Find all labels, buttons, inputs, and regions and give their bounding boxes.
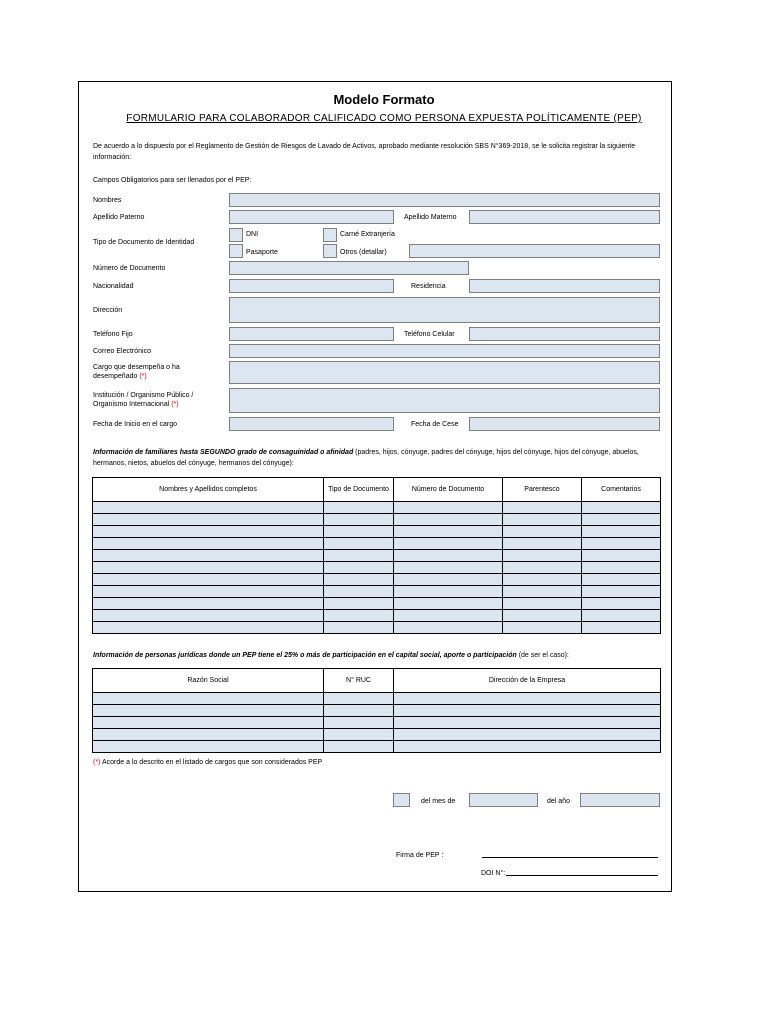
table-cell[interactable] (93, 705, 324, 717)
juridicas-rows (93, 693, 661, 753)
label-apellido-paterno: Apellido Paterno (93, 214, 145, 221)
table-cell[interactable] (503, 538, 582, 550)
table-cell[interactable] (582, 586, 661, 598)
label-cargo-line2: desempeñado (93, 373, 138, 380)
nombres-input[interactable] (229, 193, 660, 207)
table-cell[interactable] (394, 538, 503, 550)
label-tipo-documento: Tipo de Documento de Identidad (93, 239, 195, 246)
table-cell[interactable] (324, 538, 394, 550)
table-cell[interactable] (503, 502, 582, 514)
table-cell[interactable] (324, 598, 394, 610)
correo-input[interactable] (229, 344, 660, 358)
table-cell[interactable] (93, 610, 324, 622)
juridicas-header-direccion: Dirección de la Empresa (394, 669, 661, 693)
label-residencia: Residencia (411, 283, 446, 290)
table-cell[interactable] (503, 562, 582, 574)
familiares-rows (93, 502, 661, 634)
table-cell[interactable] (394, 622, 503, 634)
table-cell[interactable] (503, 514, 582, 526)
juridicas-table (92, 668, 661, 753)
label-fecha-cese: Fecha de Cese (411, 421, 459, 428)
table-cell[interactable] (324, 574, 394, 586)
page-title: Modelo Formato (333, 92, 435, 107)
apellido-paterno-input[interactable] (229, 210, 394, 224)
table-cell[interactable] (394, 514, 503, 526)
table-cell[interactable] (394, 574, 503, 586)
footnote (93, 758, 322, 767)
table-cell[interactable] (503, 610, 582, 622)
label-apellido-materno: Apellido Materno (404, 214, 457, 221)
label-dni: DNI (246, 231, 259, 238)
fecha-inicio-input[interactable] (229, 417, 394, 431)
juridicas-note (93, 650, 660, 661)
table-cell[interactable] (93, 574, 324, 586)
table-cell[interactable] (394, 741, 661, 753)
label-correo: Correo Electrónico (93, 348, 151, 355)
institucion-input[interactable] (229, 388, 660, 413)
familiares-header-numero: Número de Documento (394, 478, 503, 502)
table-row (93, 538, 661, 550)
table-cell[interactable] (582, 610, 661, 622)
table-cell[interactable] (93, 550, 324, 562)
label-del-mes-de: del mes de (421, 798, 456, 805)
familiares-table (92, 477, 661, 634)
table-row (93, 586, 661, 598)
table-cell[interactable] (93, 622, 324, 634)
table-cell[interactable] (582, 598, 661, 610)
table-row (93, 574, 661, 586)
table-cell[interactable] (324, 514, 394, 526)
table-row (93, 526, 661, 538)
familiares-note (93, 447, 660, 469)
direccion-input[interactable] (229, 297, 660, 323)
label-pasaporte: Pasaporte (246, 249, 278, 256)
label-cargo (93, 363, 180, 381)
table-cell[interactable] (93, 729, 324, 741)
familiares-note-emphasis: Información de familiares hasta SEGUNDO grado de consaguinidad o afinidad (93, 449, 354, 456)
anio-input[interactable] (580, 793, 660, 807)
doi-line[interactable] (506, 875, 658, 876)
label-telefono-fijo: Teléfono Fijo (93, 331, 133, 338)
table-row (93, 514, 661, 526)
table-cell[interactable] (394, 550, 503, 562)
otros-detalle-input[interactable] (409, 244, 660, 258)
table-cell[interactable] (324, 693, 394, 705)
table-cell[interactable] (324, 705, 394, 717)
familiares-note-detail: (padres, hijos, cónyuge, padres del cónyuge, hijos del cónyuge, hijos del cónyuge, abuelos, hermanos, nietos, abuelos del cónyuge, hermanos del cónyuge): (93, 449, 639, 467)
telefono-fijo-input[interactable] (229, 327, 394, 341)
label-numero-documento: Número de Documento (93, 265, 166, 272)
familiares-header-nombres: Nombres y Apellidos completos (93, 478, 324, 502)
pasaporte-checkbox[interactable] (229, 244, 243, 258)
table-cell[interactable] (324, 622, 394, 634)
fecha-cese-input[interactable] (469, 417, 660, 431)
table-cell[interactable] (503, 598, 582, 610)
table-cell[interactable] (582, 538, 661, 550)
juridicas-header-razon-social: Razón Social (93, 669, 324, 693)
cargo-input[interactable] (229, 361, 660, 384)
label-firma: Firma de PEP : (396, 852, 444, 859)
table-cell[interactable] (324, 729, 394, 741)
table-cell[interactable] (582, 526, 661, 538)
dia-input[interactable] (393, 793, 410, 807)
table-cell[interactable] (394, 610, 503, 622)
table-row (93, 562, 661, 574)
residencia-input[interactable] (469, 279, 660, 293)
table-cell[interactable] (394, 717, 661, 729)
table-cell[interactable] (582, 550, 661, 562)
table-row (93, 622, 661, 634)
label-nacionalidad: Nacionalidad (93, 283, 134, 290)
table-row (93, 598, 661, 610)
table-cell[interactable] (582, 574, 661, 586)
table-cell[interactable] (324, 610, 394, 622)
table-cell[interactable] (324, 741, 394, 753)
required-asterisk: (*) (171, 401, 179, 408)
apellido-materno-input[interactable] (469, 210, 660, 224)
table-cell[interactable] (503, 526, 582, 538)
table-cell[interactable] (324, 586, 394, 598)
juridicas-note-emphasis: Información de personas jurídicas donde un PEP tiene el 25% o más de participación en el capital social, aporte o participación (93, 652, 517, 659)
form-subtitle: FORMULARIO PARA COLABORADOR CALIFICADO COMO PERSONA EXPUESTA POLÍTICAMENTE (PEP) (126, 113, 642, 124)
label-doi: DOI N°: (481, 870, 506, 877)
label-institucion-line1: Institución / Organismo Público / (93, 392, 194, 399)
table-cell[interactable] (93, 586, 324, 598)
table-cell[interactable] (503, 550, 582, 562)
table-row (93, 717, 661, 729)
table-cell[interactable] (582, 622, 661, 634)
table-cell[interactable] (93, 693, 324, 705)
table-cell[interactable] (394, 526, 503, 538)
table-row (93, 610, 661, 622)
table-cell[interactable] (394, 729, 661, 741)
table-cell[interactable] (324, 502, 394, 514)
table-cell[interactable] (93, 502, 324, 514)
table-cell[interactable] (93, 514, 324, 526)
label-otros: Otros (detallar) (340, 249, 387, 256)
table-row (93, 741, 661, 753)
otros-checkbox[interactable] (323, 244, 337, 258)
firma-line[interactable] (482, 857, 658, 858)
table-cell[interactable] (394, 693, 661, 705)
table-cell[interactable] (582, 562, 661, 574)
table-cell[interactable] (582, 502, 661, 514)
table-cell[interactable] (503, 586, 582, 598)
mes-input[interactable] (469, 793, 538, 807)
table-cell[interactable] (324, 550, 394, 562)
familiares-header-parentesco: Parentesco (503, 478, 582, 502)
label-nombres: Nombres (93, 197, 122, 204)
label-carne: Carné Extranjería (340, 231, 395, 238)
required-note: Campos Obligatorios para ser llenados por el PEP: (93, 177, 252, 184)
table-cell[interactable] (93, 562, 324, 574)
label-institucion-line2: Organismo Internacional (93, 401, 170, 408)
intro-text: De acuerdo a lo dispuesto por el Reglamento de Gestión de Riesgos de Lavado de Activos, aprobado mediante resolución SBS N°369-2018, se le solicita registrar la siguiente información: (93, 143, 636, 161)
table-cell[interactable] (324, 526, 394, 538)
table-cell[interactable] (394, 586, 503, 598)
footnote-text: Acorde a lo descrito en el listado de cargos que son considerados PEP (100, 759, 323, 766)
footnote-mark: (*) (93, 759, 101, 766)
table-cell[interactable] (394, 598, 503, 610)
familiares-header-tipo: Tipo de Documento (324, 478, 394, 502)
label-del-anio: del año (547, 798, 570, 805)
table-cell[interactable] (394, 705, 661, 717)
table-cell[interactable] (324, 717, 394, 729)
numero-documento-input[interactable] (229, 261, 469, 275)
label-telefono-celular: Teléfono Celular (404, 331, 455, 338)
table-cell[interactable] (93, 538, 324, 550)
label-cargo-line1: Cargo que desempeña o ha (93, 364, 180, 371)
dni-checkbox[interactable] (229, 228, 243, 242)
table-cell[interactable] (93, 741, 324, 753)
table-cell[interactable] (394, 502, 503, 514)
table-row (93, 705, 661, 717)
table-cell[interactable] (582, 514, 661, 526)
table-row (93, 502, 661, 514)
juridicas-note-detail: (de ser el caso): (516, 652, 569, 659)
table-cell[interactable] (324, 562, 394, 574)
label-institucion (93, 391, 193, 409)
table-cell[interactable] (93, 717, 324, 729)
juridicas-header-ruc: N° RUC (324, 669, 394, 693)
table-cell[interactable] (93, 598, 324, 610)
table-row (93, 729, 661, 741)
table-cell[interactable] (93, 526, 324, 538)
label-fecha-inicio: Fecha de Inicio en el cargo (93, 421, 178, 428)
label-direccion: Dirección (93, 307, 123, 314)
familiares-header-comentarios: Comentarios (582, 478, 661, 502)
table-cell[interactable] (503, 574, 582, 586)
telefono-celular-input[interactable] (469, 327, 660, 341)
carne-checkbox[interactable] (323, 228, 337, 242)
nacionalidad-input[interactable] (229, 279, 394, 293)
required-asterisk: (*) (139, 373, 147, 380)
table-row (93, 693, 661, 705)
table-row (93, 550, 661, 562)
table-cell[interactable] (503, 622, 582, 634)
table-cell[interactable] (394, 562, 503, 574)
